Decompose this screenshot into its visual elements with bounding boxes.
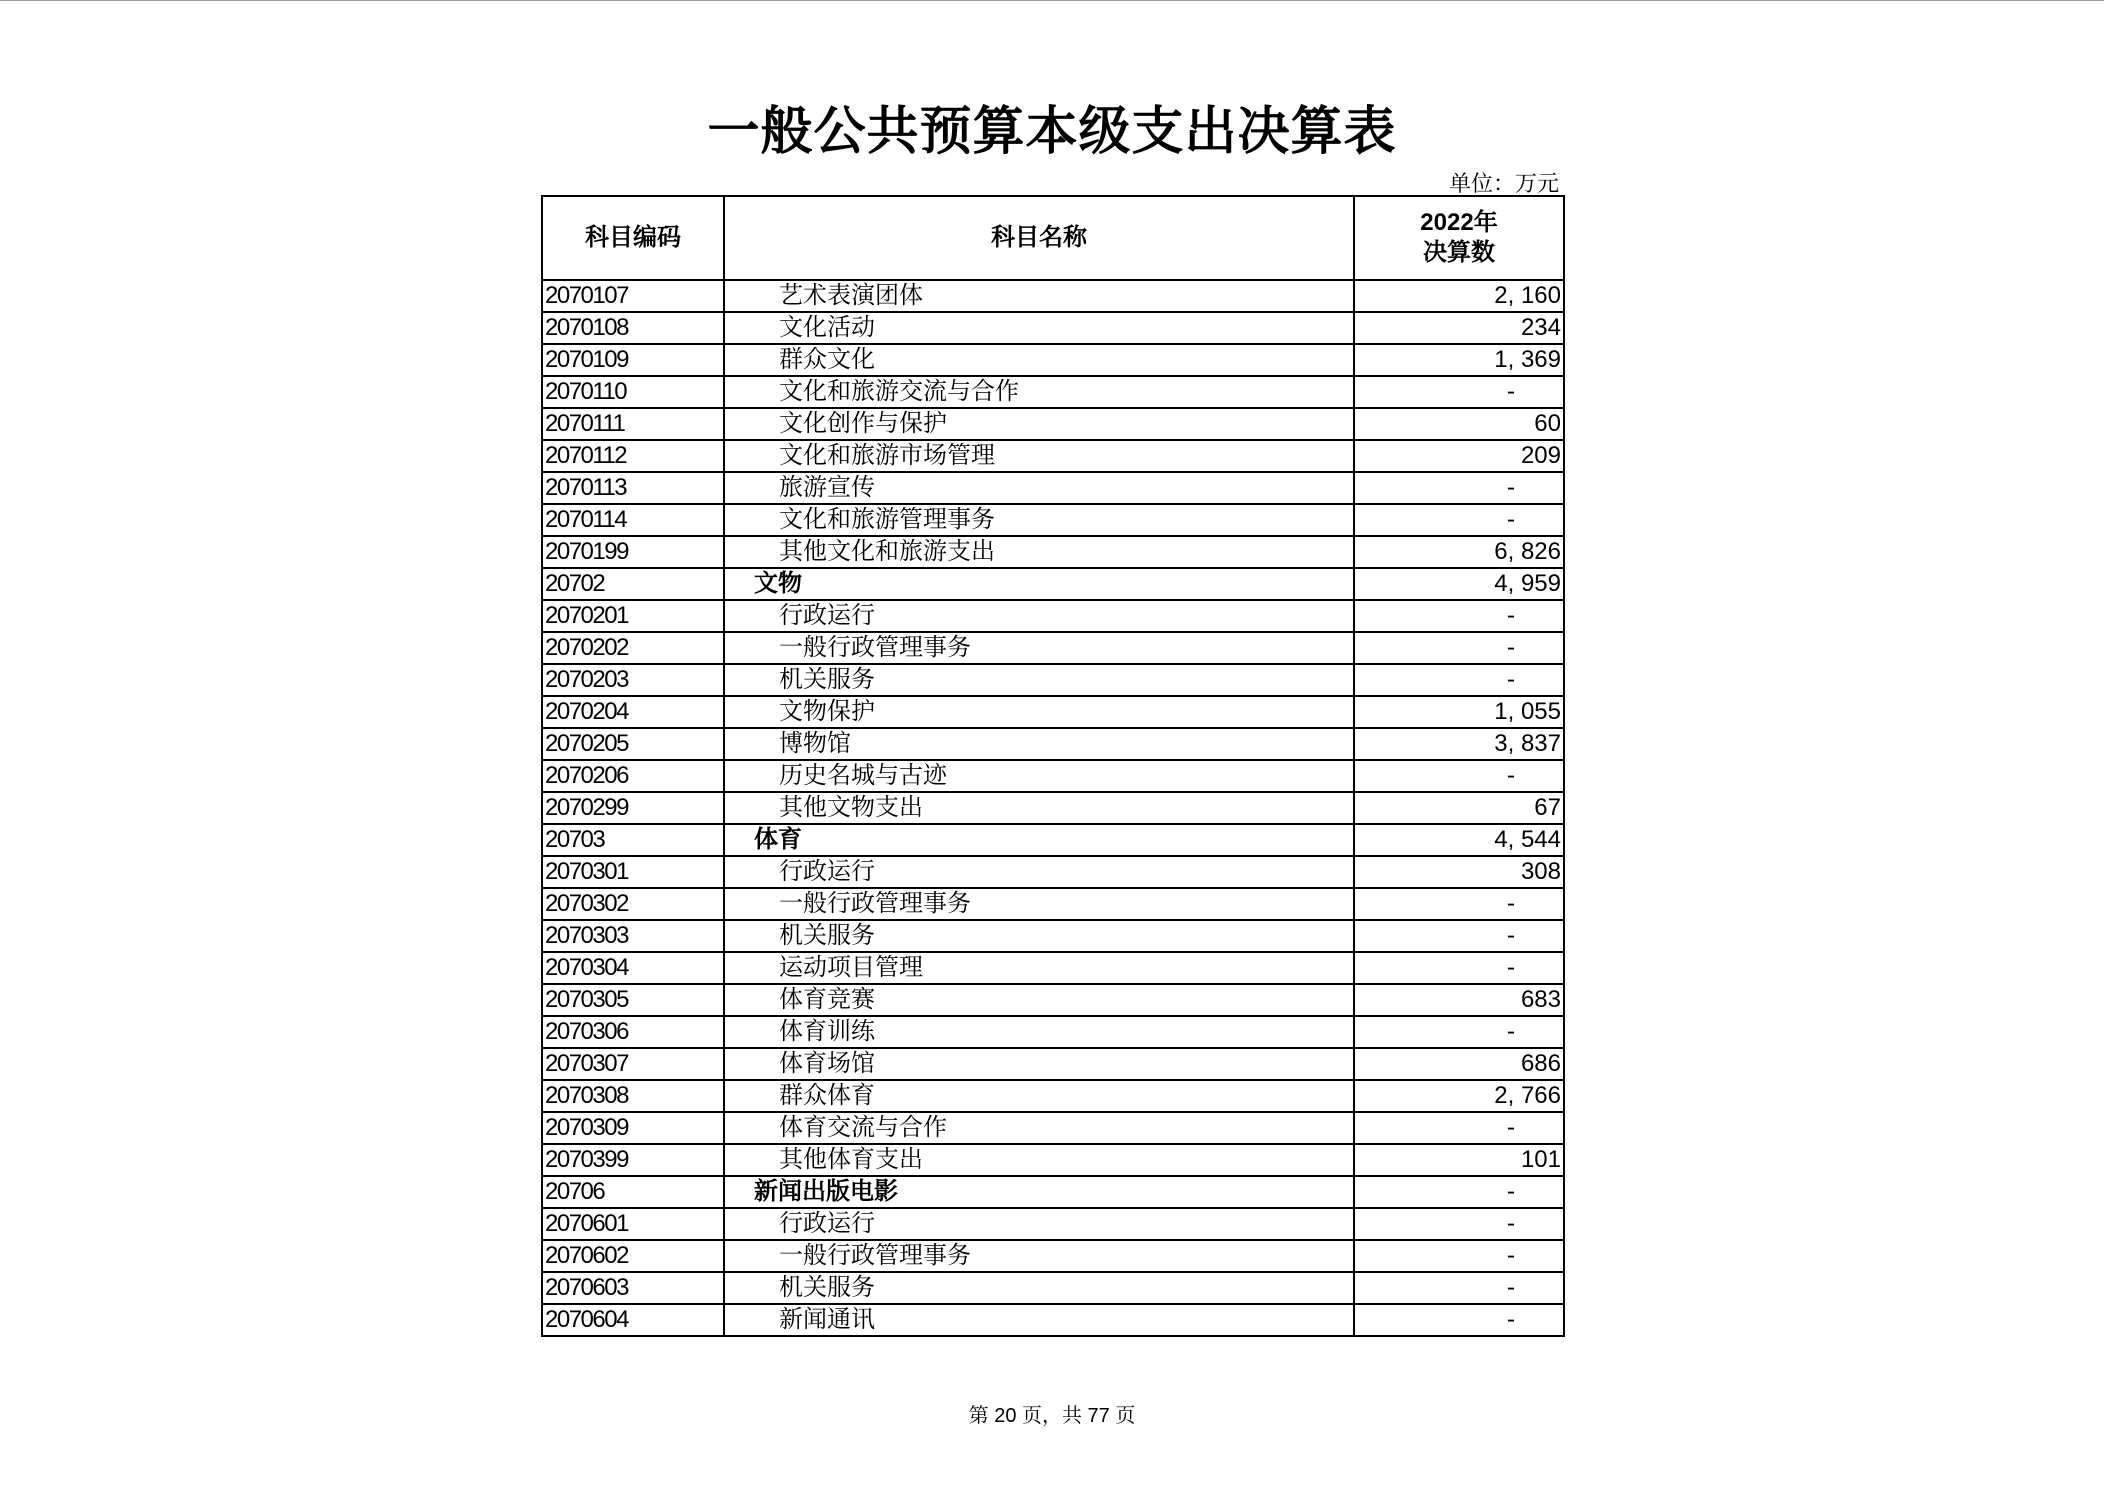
table-row — [542, 888, 1564, 920]
table-row — [542, 952, 1564, 984]
row-code: 2070308 — [542, 1080, 724, 1112]
table-row — [542, 1080, 1564, 1112]
row-code: 2070399 — [542, 1144, 724, 1176]
table-row — [542, 568, 1564, 600]
row-code: 2070114 — [542, 504, 724, 536]
header-code: 科目编码 — [542, 196, 724, 280]
table-row — [542, 504, 1564, 536]
row-value: - — [1354, 632, 1564, 664]
row-name: 运动项目管理 — [724, 952, 1354, 984]
row-value: - — [1354, 1304, 1564, 1336]
header-value-label: 决算数 — [1423, 239, 1495, 266]
table-row — [542, 280, 1564, 312]
table-header-row — [542, 196, 1564, 280]
row-name: 文化和旅游市场管理 — [724, 440, 1354, 472]
row-code: 2070302 — [542, 888, 724, 920]
row-name: 旅游宣传 — [724, 472, 1354, 504]
row-name: 体育 — [724, 824, 1354, 856]
table-row — [542, 440, 1564, 472]
row-code: 2070110 — [542, 376, 724, 408]
row-code: 2070603 — [542, 1272, 724, 1304]
row-name: 体育竞赛 — [724, 984, 1354, 1016]
table-row — [542, 696, 1564, 728]
row-name: 一般行政管理事务 — [724, 1240, 1354, 1272]
row-value: 209 — [1354, 440, 1564, 472]
row-code: 2070199 — [542, 536, 724, 568]
table-row — [542, 760, 1564, 792]
row-value: 67 — [1354, 792, 1564, 824]
row-name: 机关服务 — [724, 920, 1354, 952]
row-value: 683 — [1354, 984, 1564, 1016]
row-code: 2070307 — [542, 1048, 724, 1080]
row-code: 20702 — [542, 568, 724, 600]
table-row — [542, 824, 1564, 856]
row-code: 2070304 — [542, 952, 724, 984]
row-value: 308 — [1354, 856, 1564, 888]
table-row — [542, 632, 1564, 664]
row-code: 2070301 — [542, 856, 724, 888]
row-code: 2070201 — [542, 600, 724, 632]
row-code: 2070113 — [542, 472, 724, 504]
row-value: - — [1354, 1112, 1564, 1144]
row-code: 2070205 — [542, 728, 724, 760]
row-code: 2070309 — [542, 1112, 724, 1144]
row-value: - — [1354, 504, 1564, 536]
budget-table — [541, 195, 1565, 1337]
row-value: - — [1354, 664, 1564, 696]
row-value: 1, 369 — [1354, 344, 1564, 376]
table-row — [542, 1240, 1564, 1272]
table-row — [542, 1112, 1564, 1144]
row-name: 其他文化和旅游支出 — [724, 536, 1354, 568]
row-value: - — [1354, 952, 1564, 984]
row-name: 行政运行 — [724, 1208, 1354, 1240]
table-row — [542, 728, 1564, 760]
row-code: 20706 — [542, 1176, 724, 1208]
row-name: 一般行政管理事务 — [724, 632, 1354, 664]
row-name: 群众文化 — [724, 344, 1354, 376]
row-code: 2070604 — [542, 1304, 724, 1336]
row-code: 2070109 — [542, 344, 724, 376]
row-name: 行政运行 — [724, 600, 1354, 632]
table-row — [542, 1208, 1564, 1240]
table-row — [542, 920, 1564, 952]
row-name: 机关服务 — [724, 664, 1354, 696]
table-row — [542, 600, 1564, 632]
row-value: - — [1354, 1240, 1564, 1272]
row-value: 4, 959 — [1354, 568, 1564, 600]
row-name: 文化和旅游交流与合作 — [724, 376, 1354, 408]
table-row — [542, 344, 1564, 376]
row-name: 机关服务 — [724, 1272, 1354, 1304]
row-name: 其他文物支出 — [724, 792, 1354, 824]
row-value: 2, 160 — [1354, 280, 1564, 312]
row-value: 60 — [1354, 408, 1564, 440]
table-row — [542, 376, 1564, 408]
row-name: 新闻通讯 — [724, 1304, 1354, 1336]
row-value: - — [1354, 1208, 1564, 1240]
row-value: - — [1354, 888, 1564, 920]
row-code: 2070299 — [542, 792, 724, 824]
row-name: 文化和旅游管理事务 — [724, 504, 1354, 536]
table-row — [542, 408, 1564, 440]
row-name: 体育训练 — [724, 1016, 1354, 1048]
row-name: 文化创作与保护 — [724, 408, 1354, 440]
row-value: - — [1354, 600, 1564, 632]
row-name: 文物保护 — [724, 696, 1354, 728]
row-value: 686 — [1354, 1048, 1564, 1080]
table-row — [542, 1272, 1564, 1304]
header-value — [1354, 196, 1564, 280]
page-title: 一般公共预算本级支出决算表 — [707, 103, 1397, 161]
row-code: 2070202 — [542, 632, 724, 664]
unit-label: 单位：万元 — [1448, 171, 1559, 196]
row-name: 文物 — [724, 568, 1354, 600]
row-value: - — [1354, 760, 1564, 792]
row-value: - — [1354, 376, 1564, 408]
row-code: 2070601 — [542, 1208, 724, 1240]
row-code: 20703 — [542, 824, 724, 856]
row-value: 4, 544 — [1354, 824, 1564, 856]
row-code: 2070203 — [542, 664, 724, 696]
row-value: 6, 826 — [1354, 536, 1564, 568]
row-code: 2070107 — [542, 280, 724, 312]
table-row — [542, 536, 1564, 568]
header-value-year: 2022年 — [1420, 209, 1498, 236]
row-code: 2070305 — [542, 984, 724, 1016]
row-name: 体育交流与合作 — [724, 1112, 1354, 1144]
row-code: 2070602 — [542, 1240, 724, 1272]
page-footer: 第 20 页，共 77 页 — [968, 1405, 1136, 1427]
table-row — [542, 1176, 1564, 1208]
row-name: 历史名城与古迹 — [724, 760, 1354, 792]
row-value: 101 — [1354, 1144, 1564, 1176]
table-row — [542, 856, 1564, 888]
row-value: - — [1354, 1176, 1564, 1208]
header-name: 科目名称 — [724, 196, 1354, 280]
row-name: 其他体育支出 — [724, 1144, 1354, 1176]
row-code: 2070206 — [542, 760, 724, 792]
table-row — [542, 792, 1564, 824]
table-row — [542, 312, 1564, 344]
table-row — [542, 1048, 1564, 1080]
row-value: - — [1354, 472, 1564, 504]
row-value: 3, 837 — [1354, 728, 1564, 760]
row-code: 2070111 — [542, 408, 724, 440]
row-value: - — [1354, 920, 1564, 952]
row-name: 群众体育 — [724, 1080, 1354, 1112]
table-row — [542, 1304, 1564, 1336]
row-value: 2, 766 — [1354, 1080, 1564, 1112]
row-code: 2070306 — [542, 1016, 724, 1048]
row-value: - — [1354, 1272, 1564, 1304]
row-code: 2070108 — [542, 312, 724, 344]
table-row — [542, 664, 1564, 696]
table-row — [542, 472, 1564, 504]
row-name: 新闻出版电影 — [724, 1176, 1354, 1208]
row-name: 博物馆 — [724, 728, 1354, 760]
table-row — [542, 1016, 1564, 1048]
row-code: 2070303 — [542, 920, 724, 952]
table-row — [542, 984, 1564, 1016]
row-value: 234 — [1354, 312, 1564, 344]
row-name: 体育场馆 — [724, 1048, 1354, 1080]
row-code: 2070112 — [542, 440, 724, 472]
row-value: - — [1354, 1016, 1564, 1048]
row-code: 2070204 — [542, 696, 724, 728]
table-row — [542, 1144, 1564, 1176]
row-name: 行政运行 — [724, 856, 1354, 888]
row-name: 艺术表演团体 — [724, 280, 1354, 312]
row-value: 1, 055 — [1354, 696, 1564, 728]
row-name: 一般行政管理事务 — [724, 888, 1354, 920]
row-name: 文化活动 — [724, 312, 1354, 344]
